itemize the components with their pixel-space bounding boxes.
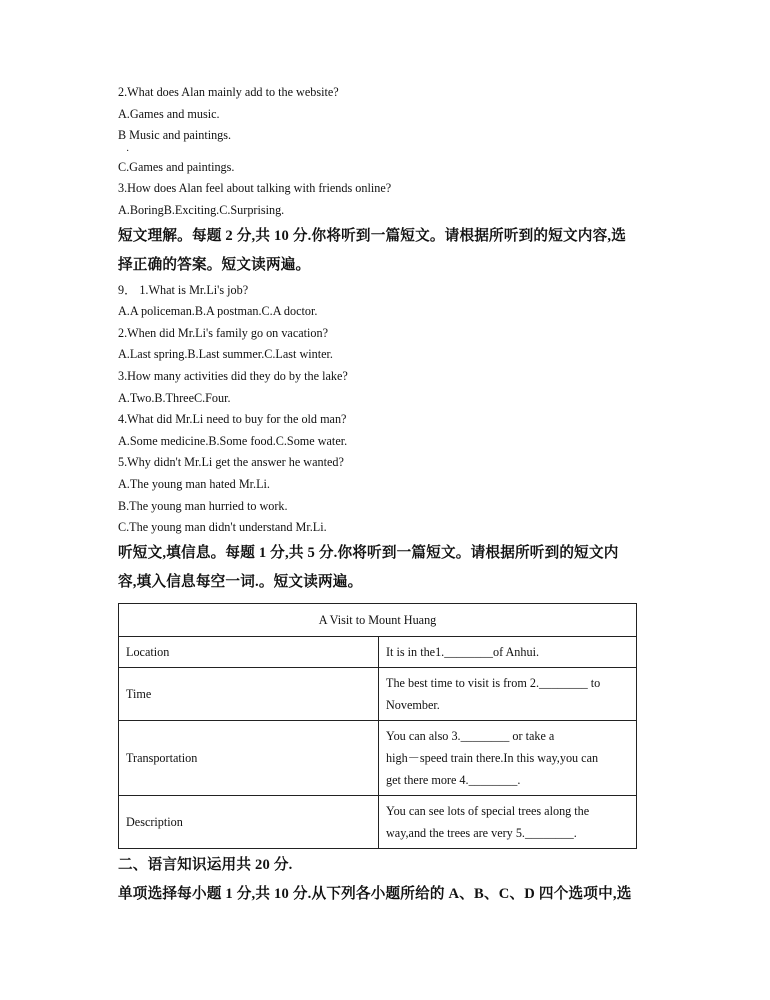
table-row — [119, 667, 637, 720]
row-content — [379, 795, 637, 848]
info-table — [118, 603, 637, 849]
row-content — [379, 636, 637, 667]
cell-line: You can see lots of special trees along the — [386, 803, 590, 818]
part1-question-2 — [118, 82, 638, 222]
stray-dot: · — [126, 145, 130, 157]
section-heading-single-choice: 单项选择每小题 1 分,共 10 分.从下列各小题所给的 A、B、C、D 四个选项中,选 — [118, 885, 632, 902]
row-label: Location — [119, 636, 379, 667]
question-text: 2.What does Alan mainly add to the website? — [118, 85, 339, 99]
option-line: A.Games and music. — [118, 106, 220, 121]
row-label: Description — [119, 795, 379, 848]
option-line: B.The young man hurried to work. — [118, 498, 288, 513]
question-text: 5.Why didn't Mr.Li get the answer he wanted? — [118, 455, 344, 470]
option-line: A.Two.B.ThreeC.Four. — [118, 390, 231, 405]
section-heading-fill: 听短文,填信息。每题 1 分,共 5 分.你将听到一篇短文。请根据所听到的短文内 — [118, 544, 619, 561]
cell-line: It is in the1.________of Anhui. — [386, 644, 540, 659]
row-content — [379, 720, 637, 795]
option-line: C.The young man didn't understand Mr.Li. — [118, 520, 327, 535]
section-heading-fill-cont: 容,填入信息每空一词.。短文读两遍。 — [118, 573, 363, 590]
table-title: A Visit to Mount Huang — [119, 603, 637, 636]
option-line: A.BoringB.Exciting.C.Surprising. — [118, 202, 285, 217]
question-9-block — [118, 280, 638, 539]
table-row — [119, 795, 637, 848]
exam-page — [118, 82, 638, 909]
question-text: 3.How many activities did they do by the lake? — [118, 368, 348, 383]
table-row — [119, 636, 637, 667]
row-content — [379, 667, 637, 720]
question-text: 2.When did Mr.Li's family go on vacation? — [118, 325, 329, 340]
section-heading-reading: 短文理解。每题 2 分,共 10 分.你将听到一篇短文。请根据所听到的短文内容,选 — [118, 227, 627, 244]
section-heading-two: 二、语言知识运用共 20 分. — [118, 856, 293, 873]
question-number: 9． — [118, 282, 137, 297]
option-line: A.A policeman.B.A postman.C.A doctor. — [118, 304, 318, 319]
cell-line: high－speed train there.In this way,you can — [386, 750, 599, 765]
option-line: B Music and paintings. — [118, 128, 232, 143]
question-9-first-line — [118, 280, 638, 302]
cell-line: November. — [386, 697, 440, 712]
option-line: C.Games and paintings. — [118, 159, 235, 174]
question-text: 1.What is Mr.Li's job? — [139, 282, 249, 297]
option-line: A.Some medicine.B.Some food.C.Some water. — [118, 433, 348, 448]
question-text: 3.How does Alan feel about talking with friends online? — [118, 181, 392, 196]
table-title-row — [119, 603, 637, 636]
table-row — [119, 720, 637, 795]
cell-line: get there more 4.________. — [386, 772, 521, 787]
option-line: A.The young man hated Mr.Li. — [118, 476, 270, 491]
cell-line: way,and the trees are very 5.________. — [386, 825, 577, 840]
option-line: A.Last spring.B.Last summer.C.Last winter. — [118, 347, 333, 362]
row-label: Time — [119, 667, 379, 720]
cell-line: You can also 3.________ or take a — [386, 728, 555, 743]
cell-line: The best time to visit is from 2.________ to — [386, 675, 601, 690]
row-label: Transportation — [119, 720, 379, 795]
question-text: 4.What did Mr.Li need to buy for the old man? — [118, 412, 347, 427]
section-heading-reading-cont: 择正确的答案。短文读两遍。 — [118, 256, 311, 273]
